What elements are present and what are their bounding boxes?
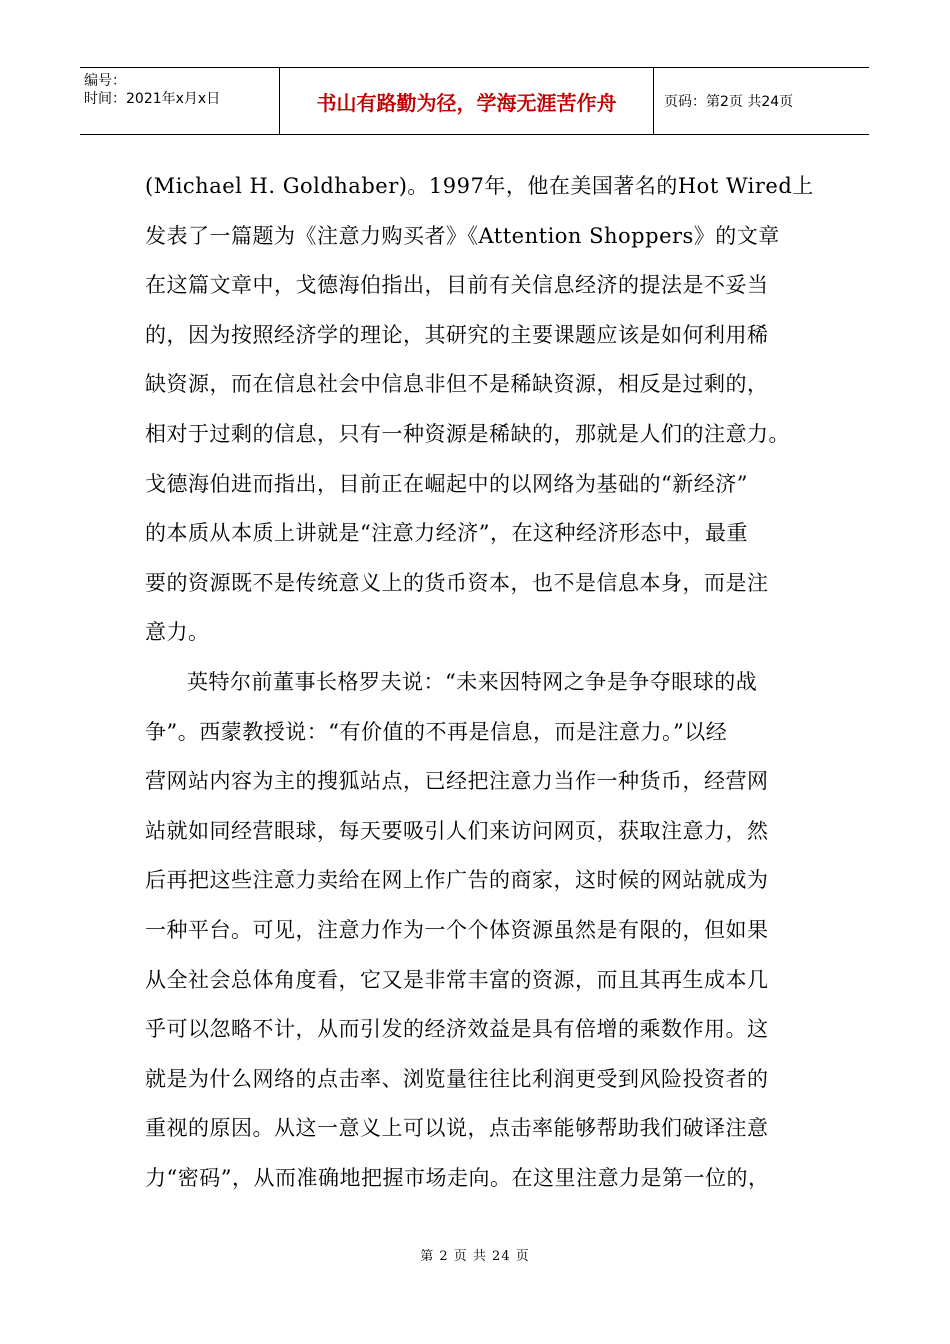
body-line: 的，因为按照经济学的理论，其研究的主要课题应该是如何利用稀	[145, 322, 769, 347]
body-line: 在这篇文章中，戈德海伯指出，目前有关信息经济的提法是不妥当	[145, 273, 769, 298]
body-line: 站就如同经营眼球，每天要吸引人们来访问网页，获取注意力，然	[145, 818, 769, 843]
document-number-label: 编号：	[84, 73, 126, 89]
body-line: 从全社会总体角度看，它又是非常丰富的资源，而且其再生成本几	[145, 967, 769, 992]
body-line: 争”。西蒙教授说：“有价值的不再是信息，而是注意力。”以经	[145, 719, 728, 744]
body-line: 戈德海伯进而指出，目前正在崛起中的以网络为基础的“新经济”	[145, 471, 748, 496]
body-line: 一种平台。可见，注意力作为一个个体资源虽然是有限的，但如果	[145, 917, 769, 942]
header-motto: 书山有路勤为径，学海无涯苦作舟	[280, 68, 654, 134]
body-line: 力“密码”，从而准确地把握市场走向。在这里注意力是第一位的，	[145, 1165, 770, 1190]
body-line: 营网站内容为主的搜狐站点，已经把注意力当作一种货币，经营网	[145, 769, 769, 794]
body-line: 英特尔前董事长格罗夫说：“未来因特网之争是争夺眼球的战	[187, 669, 758, 694]
document-body	[145, 162, 814, 1203]
page-footer: 第 2 页 共 24 页	[420, 1249, 530, 1264]
body-line: 发表了一篇题为《注意力购买者》《Attention Shoppers》的文章	[145, 223, 780, 248]
body-line: 相对于过剩的信息，只有一种资源是稀缺的，那就是人们的注意力。	[145, 421, 790, 446]
body-line: 重视的原因。从这一意义上可以说，点击率能够帮助我们破译注意	[145, 1116, 769, 1141]
page-header	[80, 67, 869, 135]
body-line: 要的资源既不是传统意义上的货币资本，也不是信息本身，而是注	[145, 570, 769, 595]
header-page-info: 页码：第2页 共24页	[664, 94, 794, 110]
body-line: 意力。	[145, 620, 210, 645]
body-line: (Michael H. Goldhaber)。1997年，他在美国著名的Hot Wired上	[145, 174, 814, 198]
document-date: 时间：2021年x月x日	[84, 91, 221, 107]
body-line: 缺资源，而在信息社会中信息非但不是稀缺资源，相反是过剩的，	[145, 372, 769, 397]
body-line: 乎可以忽略不计，从而引发的经济效益是具有倍增的乘数作用。这	[145, 1017, 769, 1042]
header-meta	[80, 68, 280, 134]
body-line: 就是为什么网络的点击率、浏览量往往比利润更受到风险投资者的	[145, 1066, 769, 1091]
body-line: 后再把这些注意力卖给在网上作广告的商家，这时候的网站就成为	[145, 868, 769, 893]
body-line: 的本质从本质上讲就是“注意力经济”，在这种经济形态中，最重	[145, 521, 748, 546]
